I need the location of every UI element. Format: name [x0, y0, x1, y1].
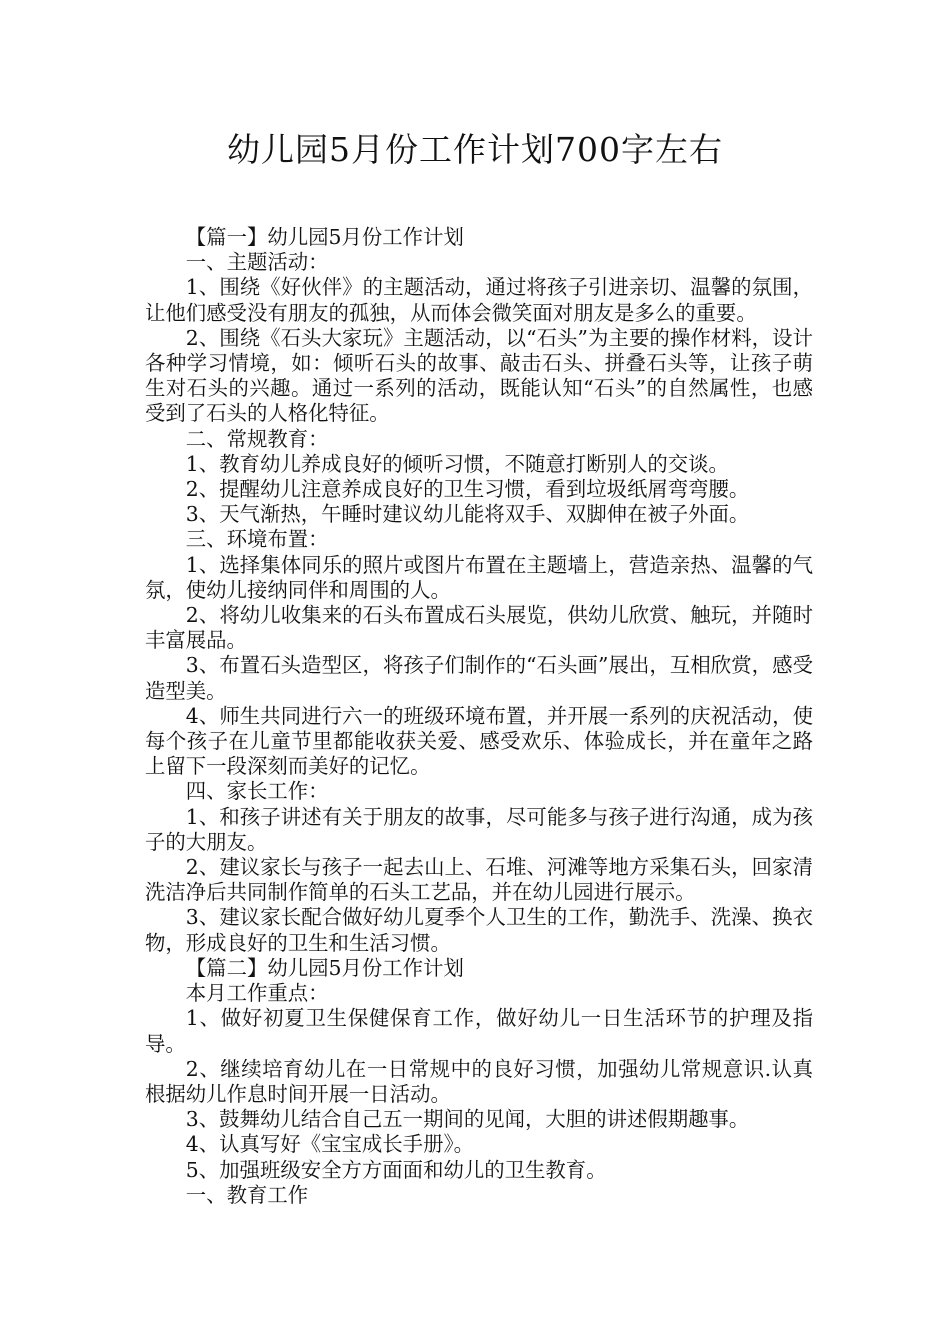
paragraph: 1、围绕《好伙伴》的主题活动，通过将孩子引进亲切、温馨的氛围，让他们感受没有朋友的孤独，从而体会微笑面对朋友是多么的重要。 — [145, 275, 813, 325]
paragraph: 1、选择集体同乐的照片或图片布置在主题墙上，营造亲热、温馨的气氛，使幼儿接纳同伴和周围的人。 — [145, 552, 813, 602]
subheading: 一、主题活动： — [185, 250, 329, 275]
paragraph: 2、提醒幼儿注意养成良好的卫生习惯，看到垃圾纸屑弯弯腰。 — [185, 477, 750, 502]
subheading: 一、教育工作 — [185, 1182, 309, 1207]
paragraph: 2、建议家长与孩子一起去山上、石堆、河滩等地方采集石头，回家清洗洁净后共同制作简单的石头工艺品，并在幼儿园进行展示。 — [145, 855, 813, 905]
document-body — [145, 225, 813, 1208]
subheading: 三、环境布置： — [185, 527, 329, 552]
section-heading: 【篇一】幼儿园5月份工作计划 — [185, 225, 464, 249]
paragraph: 1、和孩子讲述有关于朋友的故事，尽可能多与孩子进行沟通，成为孩子的大朋友。 — [145, 804, 813, 854]
paragraph: 2、将幼儿收集来的石头布置成石头展览，供幼儿欣赏、触玩，并随时丰富展品。 — [145, 603, 813, 653]
paragraph: 2、围绕《石头大家玩》主题活动，以“石头”为主要的操作材料，设计各种学习情境，如：倾听石头的故事、敲击石头、拼叠石头等，让孩子萌生对石头的兴趣。通过一系列的活动，既能认知“石头”的自然属性，也感受到了石头的人格化特征。 — [145, 325, 813, 426]
document-title: 幼儿园5月份工作计划700字左右 — [227, 130, 723, 169]
paragraph: 3、建议家长配合做好幼儿夏季个人卫生的工作，勤洗手、洗澡、换衣物，形成良好的卫生和生活习惯。 — [145, 905, 813, 955]
paragraph: 4、师生共同进行六一的班级环境布置，并开展一系列的庆祝活动，使每个孩子在儿童节里都能收获关爱、感受欢乐、体验成长，并在童年之路上留下一段深刻而美好的记忆。 — [145, 703, 813, 779]
subheading: 本月工作重点： — [185, 981, 329, 1006]
paragraph: 1、教育幼儿养成良好的倾听习惯，不随意打断别人的交谈。 — [185, 451, 729, 476]
paragraph: 4、认真写好《宝宝成长手册》。 — [185, 1132, 475, 1157]
paragraph: 5、加强班级安全方方面面和幼儿的卫生教育。 — [185, 1157, 607, 1182]
section-heading: 【篇二】幼儿园5月份工作计划 — [185, 955, 464, 980]
paragraph: 3、天气渐热，午睡时建议幼儿能将双手、双脚伸在被子外面。 — [185, 502, 750, 527]
paragraph: 1、做好初夏卫生保健保育工作，做好幼儿一日生活环节的护理及指导。 — [145, 1006, 813, 1056]
subheading: 二、常规教育： — [185, 426, 329, 451]
paragraph: 3、布置石头造型区，将孩子们制作的“石头画”展出，互相欣赏，感受造型美。 — [145, 653, 813, 703]
subheading: 四、家长工作： — [185, 779, 329, 804]
paragraph: 2、继续培育幼儿在一日常规中的良好习惯，加强幼儿常规意识.认真根据幼儿作息时间开展一日活动。 — [145, 1056, 813, 1106]
paragraph: 3、鼓舞幼儿结合自己五一期间的见闻，大胆的讲述假期趣事。 — [185, 1107, 750, 1132]
